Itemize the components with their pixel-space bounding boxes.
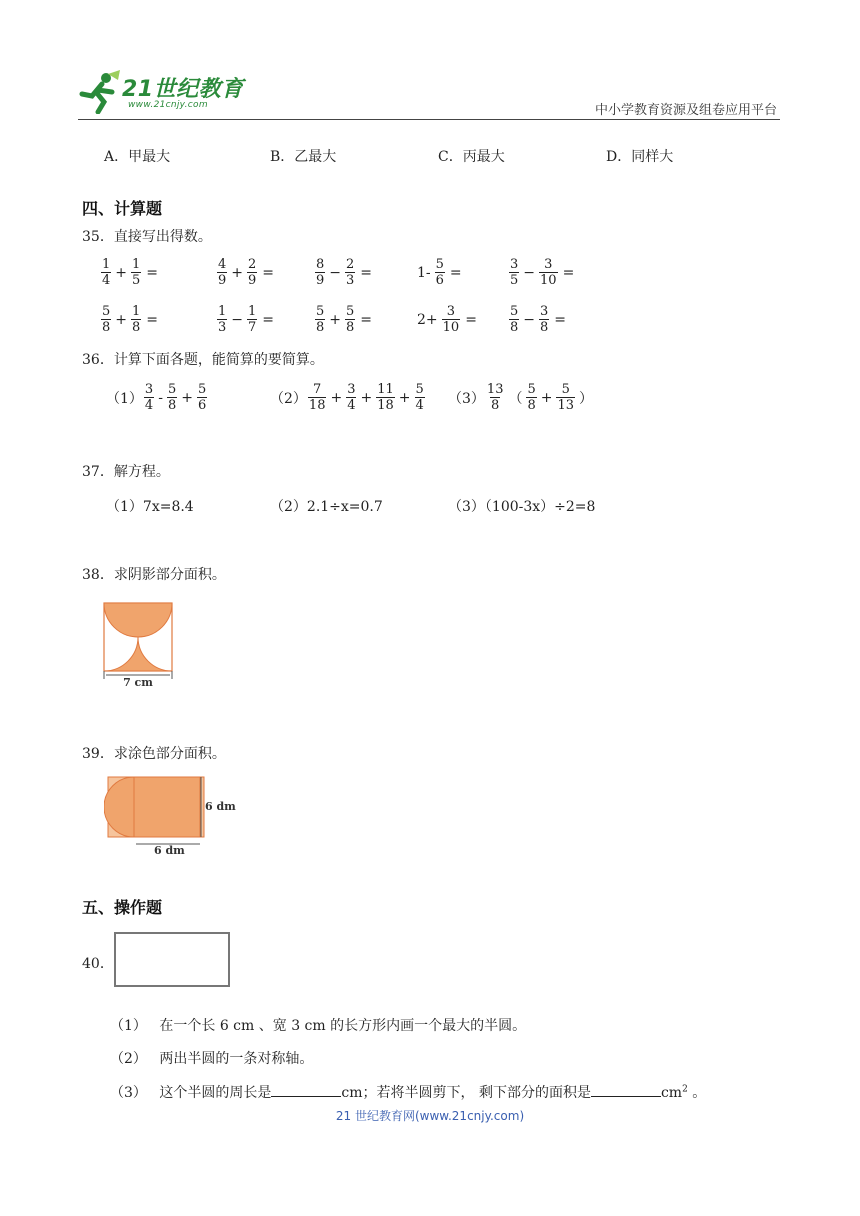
option-c: C．丙最大 [438, 149, 505, 165]
operator: + [540, 389, 553, 406]
fraction: $\frac{5}{4}$ [415, 382, 424, 413]
q35-item [216, 305, 274, 334]
q39-height-label: 6 dm [205, 800, 236, 813]
q36-expression-1 [143, 383, 208, 412]
fraction: $\frac{5}{8}$ [510, 304, 519, 335]
question-37-label: 37．解方程。 [82, 464, 170, 480]
fraction: $\frac{5}{8}$ [346, 304, 355, 335]
q37-equation-3: （3）（100-3x）÷2=8 [448, 499, 596, 515]
fraction: $\frac{4}{9}$ [218, 257, 227, 288]
fraction: $\frac{3}{5}$ [510, 257, 519, 288]
q35-item [414, 305, 477, 334]
fraction: $\frac{3}{4}$ [347, 382, 356, 413]
q40-step-1-number: （1） [110, 1018, 147, 1034]
logo-text: 21世纪教育 [122, 77, 244, 102]
operator: − [231, 311, 244, 328]
close-paren: ） [579, 390, 594, 407]
q35-item [508, 258, 574, 287]
fraction: $\frac{3}{10}$ [442, 304, 460, 335]
operator: − [329, 264, 342, 281]
equals-sign: = [360, 264, 373, 281]
equals-sign: = [449, 264, 462, 281]
fraction: $\frac{5}{6}$ [435, 257, 444, 288]
q39-width-label: 6 dm [154, 844, 185, 857]
prefix-number: 1- [417, 264, 431, 281]
q40-step-1-text: 在一个长 6 cm 、宽 3 cm 的长方形内画一个最大的半圆。 [159, 1018, 527, 1034]
question-35-label: 35．直接写出得数。 [82, 229, 212, 245]
q40-step-3-text-b: cm；若将半圆剪下， 剩下部分的面积是 [341, 1085, 591, 1101]
fraction: $\frac{7}{18}$ [308, 382, 326, 413]
fraction: $\frac{5}{8}$ [527, 382, 536, 413]
operator: + [231, 264, 244, 281]
equals-sign: = [146, 264, 159, 281]
q40-step-2-number: （2） [110, 1051, 147, 1067]
operator: + [330, 389, 343, 406]
q36-expression-3 [485, 383, 596, 412]
fraction: $\frac{8}{9}$ [316, 257, 325, 288]
q40-step-3-end: 。 [687, 1085, 707, 1101]
platform-tagline: 中小学教育资源及组卷应用平台 [594, 103, 777, 118]
q35-item [314, 305, 372, 334]
q37-equation-1: （1）7x=8.4 [106, 499, 194, 515]
q35-item [508, 305, 566, 334]
q40-step-3-unit: cm [660, 1085, 683, 1101]
fraction: $\frac{5}{6}$ [197, 382, 207, 413]
q40-step-3-unit-exponent: 2 [682, 1084, 688, 1095]
equals-sign: = [146, 311, 159, 328]
question-39-label: 39．求涂色部分面积。 [82, 746, 226, 762]
fraction: $\frac{5}{8}$ [102, 304, 111, 335]
fraction: $\frac{3}{4}$ [144, 382, 154, 413]
equals-sign: = [262, 311, 275, 328]
q35-item [100, 258, 158, 287]
equals-sign: = [562, 264, 575, 281]
q36-expr-1 [106, 383, 208, 412]
q35-item [100, 305, 158, 334]
q40-rectangle-figure [114, 932, 230, 987]
operator: + [115, 264, 128, 281]
runner-logo-icon [78, 70, 124, 114]
operator: + [115, 311, 128, 328]
operator: − [523, 264, 536, 281]
q36-part-2-label: （2） [270, 390, 307, 407]
option-b: B．乙最大 [270, 149, 337, 165]
fraction: $\frac{13}{8}$ [486, 382, 504, 413]
q40-step-3-number: （3） [110, 1085, 147, 1101]
fraction: $\frac{3}{8}$ [540, 304, 549, 335]
q39-figure [104, 775, 244, 861]
area-answer-blank[interactable] [591, 1082, 661, 1097]
q36-part-3-label: （3） [448, 390, 485, 407]
equals-sign: = [554, 311, 567, 328]
q35-item [414, 258, 462, 287]
q36-expression-2 [307, 383, 426, 412]
q40-step-1 [110, 1015, 526, 1035]
operator: - [158, 389, 163, 406]
fraction: $\frac{1}{4}$ [102, 257, 111, 288]
section-title-operation: 五、操作题 [82, 898, 163, 917]
operator: + [360, 389, 373, 406]
fraction: $\frac{2}{9}$ [248, 257, 257, 288]
open-paren: （ [508, 390, 523, 407]
q40-step-2 [110, 1048, 313, 1068]
site-logo [78, 70, 248, 118]
section-title-calc: 四、计算题 [82, 199, 163, 218]
prefix-number: 2+ [417, 311, 438, 328]
equals-sign: = [465, 311, 477, 328]
q37-equation-2: （2）2.1÷x=0.7 [270, 499, 383, 515]
operator: − [523, 311, 536, 328]
q40-step-3 [110, 1082, 706, 1102]
fraction: $\frac{5}{8}$ [316, 304, 325, 335]
q38-figure [100, 597, 180, 689]
fraction: $\frac{1}{5}$ [132, 257, 141, 288]
logo-url: www.21cnjy.com [128, 100, 208, 110]
fraction: $\frac{2}{3}$ [346, 257, 355, 288]
header-divider [78, 119, 780, 120]
q35-item [314, 258, 372, 287]
q38-dimension-label: 7 cm [123, 676, 153, 689]
operator: + [329, 311, 342, 328]
option-a: A．甲最大 [104, 149, 171, 165]
question-40-number: 40． [82, 956, 114, 972]
option-d: D．同样大 [606, 149, 674, 165]
question-38-label: 38．求阴影部分面积。 [82, 567, 226, 583]
q36-expr-2 [270, 383, 426, 412]
equals-sign: = [360, 311, 373, 328]
perimeter-answer-blank[interactable] [271, 1082, 341, 1097]
equals-sign: = [262, 264, 275, 281]
q40-step-2-text: 两出半圆的一条对称轴。 [159, 1051, 314, 1067]
fraction: $\frac{1}{7}$ [248, 304, 257, 335]
question-36-label: 36．计算下面各题，能简算的要简算。 [82, 352, 324, 368]
q36-part-1-label: （1） [106, 390, 143, 407]
fraction: $\frac{3}{10}$ [540, 257, 557, 288]
q35-item [216, 258, 274, 287]
operator: + [398, 389, 411, 406]
fraction: $\frac{11}{18}$ [377, 382, 394, 413]
fraction: $\frac{5}{8}$ [167, 382, 177, 413]
q36-expr-3 [448, 383, 596, 412]
q40-step-3-text-a: 这个半圆的周长是 [159, 1085, 272, 1101]
fraction: $\frac{1}{3}$ [218, 304, 227, 335]
fraction: $\frac{1}{8}$ [132, 304, 141, 335]
operator: + [181, 389, 193, 406]
fraction: $\frac{5}{13}$ [557, 382, 575, 413]
page-footer: 21 世纪教育网(www.21cnjy.com) [335, 1109, 525, 1123]
